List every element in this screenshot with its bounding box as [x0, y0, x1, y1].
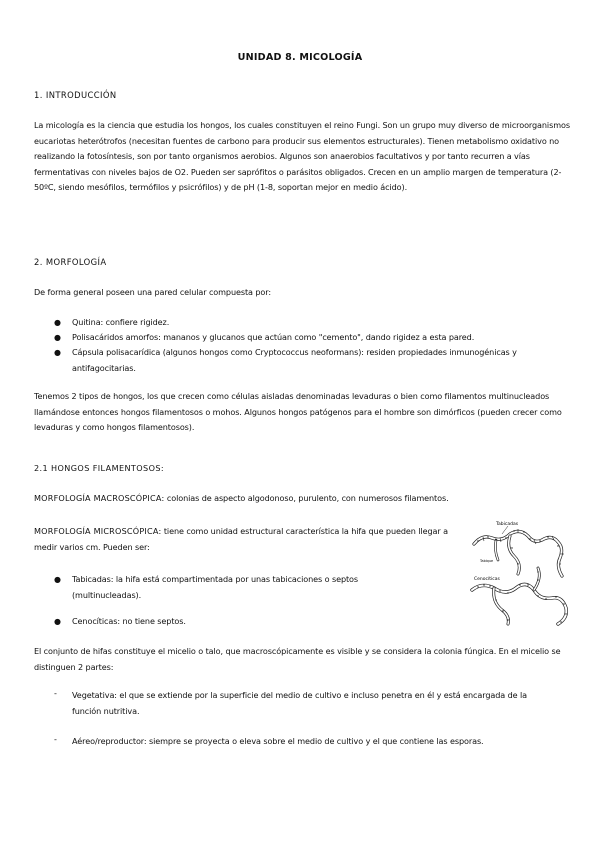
- micro-paragraph: [34, 524, 466, 555]
- bullet-icon: ●: [54, 348, 61, 357]
- micro-text: tiene como unidad estructural característica la hifa que pueden llegar a medir varios cm. Pueden ser:: [34, 526, 448, 552]
- page-title: UNIDAD 8. MICOLOGÍA: [237, 52, 363, 63]
- list-item-cenociticas: Cenocíticas: no tiene septos.: [72, 616, 186, 626]
- macro-paragraph: [34, 491, 574, 507]
- bullet-icon: ●: [54, 617, 61, 626]
- bullet-icon: ●: [54, 333, 61, 342]
- list-item-vegetativa: Vegetativa: el que se extiende por la superficie del medio de cultivo e incluso penetra en él y está encargada de la función nutritiva.: [72, 690, 528, 716]
- micelio-paragraph: El conjunto de hifas constituye el micelio o talo, que macroscópicamente es visible y se considera la colonia fúngica. En el micelio se distinguen 2 partes:: [34, 646, 561, 672]
- bullet-icon: ●: [54, 575, 61, 584]
- hyphae-illustration: [468, 518, 576, 630]
- list-item-tabicadas: Tabicadas: la hifa está compartimentada por unas tabicaciones o septos (multinucleadas).: [72, 574, 359, 600]
- figure-label-tabicadas: Tabicadas: [496, 522, 519, 527]
- micro-label: MORFOLOGÍA MICROSCÓPICA:: [34, 526, 162, 536]
- section-heading-hongos-filamentosos: 2.1 HONGOS FILAMENTOSOS:: [34, 463, 165, 473]
- section-heading-morfologia: 2. MORFOLOGÍA: [34, 257, 107, 267]
- dash-icon: -: [54, 734, 57, 744]
- figure-label-tabique: Tabique: [480, 559, 494, 563]
- morfologia-paragraph: Tenemos 2 tipos de hongos, los que crecen como células aisladas denominadas levaduras o bien como filamentos multinucleados llamándose entonces hongos filamentosos o mohos. Algunos hongos patógenos para el hombre son dimórficos (pueden crecer como levaduras y como hongos filamentosos).: [34, 391, 562, 432]
- macro-text: colonias de aspecto algodonoso, purulento, con numerosos filamentos.: [164, 493, 449, 503]
- intro-paragraph: La micología es la ciencia que estudia los hongos, los cuales constituyen el reino Fungi. Son un grupo muy diverso de microorganismos eucariotas heterótrofos (necesitan fuentes de carbono para producir sus elementos estructurales). Tienen metabolismo oxidativo no realizando la fotosíntesis, son por tanto organismos aerobios. Algunos son anaerobios facultativos y por tanto recurren a vías fermentativas con niveles bajos de O2. Pueden ser saprófitos o parásitos obligados. Crecen en un amplio margen de temperatura (2-50ºC, siendo mesófilos, termófilos y psicrófilos) y de pH (1-8, soportan mejor en medio ácido).: [34, 120, 570, 192]
- list-item-polisacaridos: Polisacáridos amorfos: mananos y glucanos que actúan como "cemento", dando rigidez a esta pared.: [72, 332, 475, 342]
- section-heading-introduccion: 1. INTRODUCCIÓN: [34, 90, 117, 100]
- list-item-capsula: Cápsula polisacarídica (algunos hongos como Cryptococcus neoformans): residen propiedades inmunogénicas y antifagocitarias.: [72, 347, 517, 373]
- hypha-coenocytic-outline: [472, 584, 566, 624]
- morfologia-lead: De forma general poseen una pared celular compuesta por:: [34, 287, 271, 297]
- list-item-quitina: Quitina: confiere rigidez.: [72, 317, 170, 327]
- macro-label: MORFOLOGÍA MACROSCÓPICA:: [34, 493, 165, 503]
- dash-icon: -: [54, 688, 57, 698]
- figure-label-cenociticas: Cenocíticas: [474, 577, 500, 582]
- bullet-icon: ●: [54, 318, 61, 327]
- list-item-aereo-reproductor: Aéreo/reproductor: siempre se proyecta o eleva sobre el medio de cultivo y el que contiene las esporas.: [72, 736, 484, 746]
